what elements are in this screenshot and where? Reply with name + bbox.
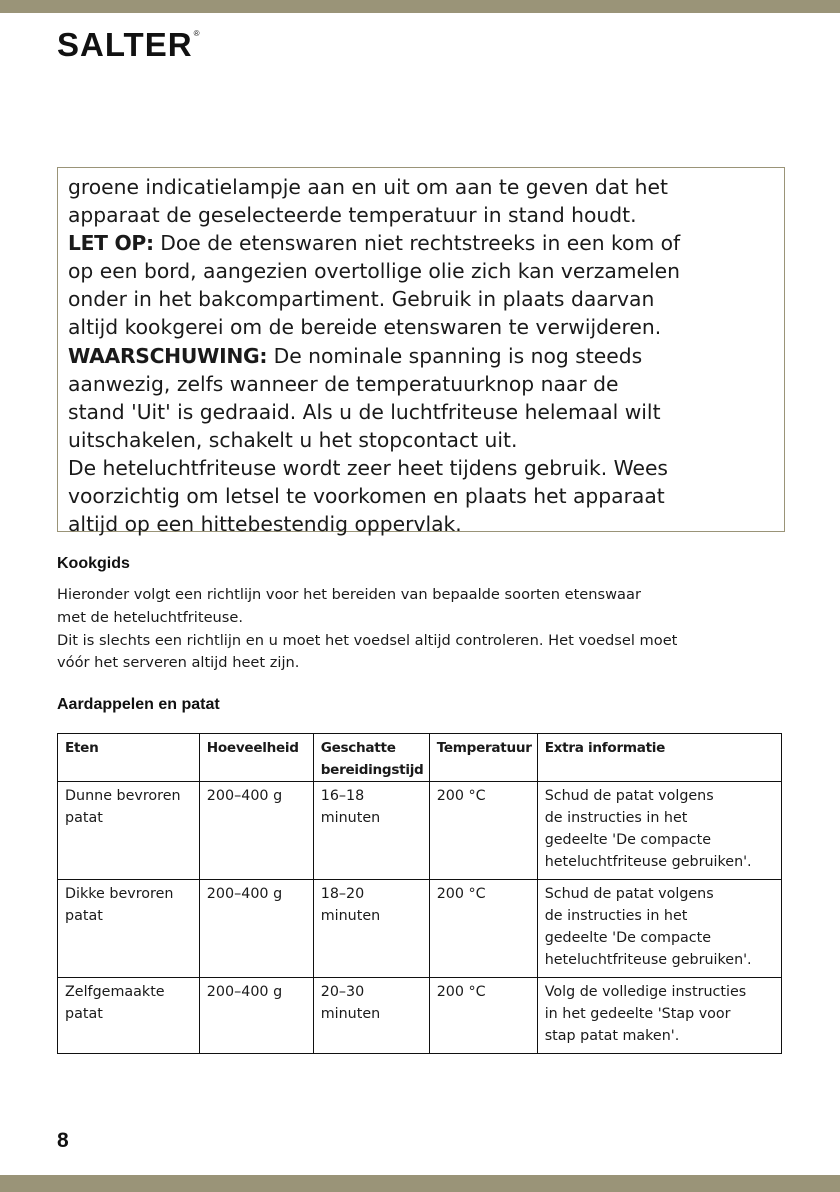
intro-line: met de heteluchtfriteuse. — [57, 608, 244, 626]
warning-notice-box — [57, 167, 785, 537]
cell-food: Dikke bevroren patat — [58, 880, 200, 978]
page-number: 8 — [57, 1129, 69, 1152]
notice-text-line: apparaat de geselecteerde temperatuur in stand houdt. — [68, 203, 637, 228]
notice-text-line: De heteluchtfriteuse wordt zeer heet tijdens gebruik. Wees — [68, 455, 668, 480]
intro-line: Hieronder volgt een richtlijn voor het bereiden van bepaalde soorten etenswaar — [57, 586, 641, 603]
table-header-row — [58, 734, 782, 782]
cell-time: 16–18 minuten — [313, 782, 429, 880]
cell-food: Dunne bevroren patat — [58, 782, 200, 880]
cell-extra: Schud de patat volgens de instructies in het gedeelte 'De compacte heteluchtfriteuse gebruiken'. — [537, 782, 781, 880]
intro-line: vóór het serveren altijd heet zijn. — [57, 654, 300, 672]
table-row — [58, 880, 782, 978]
warning-paragraph: WAARSCHUWING: De nominale spanning is nog steeds — [68, 343, 643, 368]
header-quantity: Hoeveelheid — [199, 734, 313, 782]
intro-line: Dit is slechts een richtlijn en u moet het voedsel altijd controleren. Het voedsel moet — [57, 631, 678, 649]
notice-text-line: onder in het bakcompartiment. Gebruik in plaats daarvan — [68, 287, 655, 312]
table-row — [58, 782, 782, 880]
table-row — [58, 978, 782, 1054]
notice-text-line: uitschakelen, schakelt u het stopcontact uit. — [68, 427, 518, 452]
notice-text-line: altijd kookgerei om de bereide etenswaren te verwijderen. — [68, 315, 662, 340]
cell-time: 18–20 minuten — [313, 880, 429, 978]
cell-quantity: 200–400 g — [199, 880, 313, 978]
kookgids-heading: Kookgids — [57, 555, 130, 572]
header-extra: Extra informatie — [537, 734, 781, 782]
notice-text-line: groene indicatielampje aan en uit om aan te geven dat het — [68, 175, 668, 199]
let-op-paragraph: LET OP: Doe de etenswaren niet rechtstreeks in een kom of — [68, 231, 681, 256]
notice-text-line: aanwezig, zelfs wanneer de temperatuurknop naar de — [68, 371, 619, 396]
notice-text-line: voorzichtig om letsel te voorkomen en plaats het apparaat — [68, 484, 665, 509]
warning-label: WAARSCHUWING: — [68, 343, 268, 368]
kookgids-intro — [57, 584, 787, 675]
top-accent-bar — [0, 0, 840, 13]
cell-food: Zelfgemaakte patat — [58, 978, 200, 1054]
header-time: Geschatte bereidingstijd — [313, 734, 429, 782]
cell-time: 20–30 minuten — [313, 978, 429, 1054]
cooking-guide-table — [57, 733, 782, 1054]
cell-extra: Schud de patat volgens de instructies in het gedeelte 'De compacte heteluchtfriteuse gebruiken'. — [537, 880, 781, 978]
notice-text-line: op een bord, aangezien overtollige olie zich kan verzamelen — [68, 259, 680, 284]
cell-temperature: 200 °C — [429, 782, 537, 880]
cell-extra: Volg de volledige instructies in het gedeelte 'Stap voor stap patat maken'. — [537, 978, 781, 1054]
notice-text-line: altijd op een hittebestendig oppervlak. — [68, 512, 462, 537]
cell-quantity: 200–400 g — [199, 782, 313, 880]
section-heading: Aardappelen en patat — [57, 696, 220, 713]
cell-temperature: 200 °C — [429, 880, 537, 978]
cell-temperature: 200 °C — [429, 978, 537, 1054]
salter-logo: SALTER® — [57, 26, 201, 63]
notice-text-line: stand 'Uit' is gedraaid. Als u de luchtfriteuse helemaal wilt — [68, 399, 661, 424]
bottom-accent-bar — [0, 1175, 840, 1192]
cell-quantity: 200–400 g — [199, 978, 313, 1054]
let-op-label: LET OP: — [68, 231, 154, 256]
header-food: Eten — [58, 734, 200, 782]
header-temperature: Temperatuur — [429, 734, 537, 782]
